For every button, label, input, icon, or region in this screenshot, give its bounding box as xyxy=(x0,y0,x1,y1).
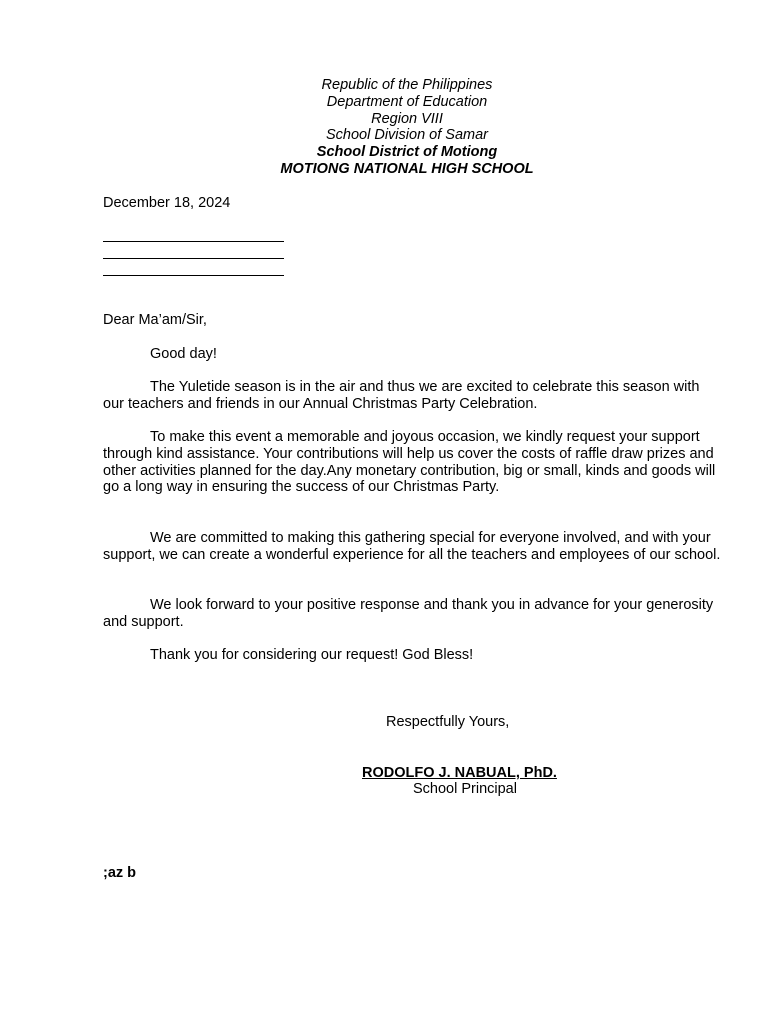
letterhead xyxy=(0,77,768,178)
salutation: Dear Ma’am/Sir, xyxy=(103,312,207,328)
paragraph-4-text: We look forward to your positive response and thank you in advance for your generosity and support. xyxy=(103,597,714,630)
letterhead-division: School Division of Samar xyxy=(326,127,488,144)
recipient-line-3 xyxy=(103,275,284,276)
footer-note: ;az b xyxy=(103,865,137,881)
paragraph-2 xyxy=(103,429,723,496)
letter-date: December 18, 2024 xyxy=(103,195,231,211)
recipient-line-2 xyxy=(103,258,284,259)
letterhead-country: Republic of the Philippines xyxy=(321,77,493,93)
signatory-title: School Principal xyxy=(413,781,517,797)
letterhead-department: Department of Education xyxy=(326,93,488,110)
paragraph-4 xyxy=(103,597,723,631)
paragraph-3-text: We are committed to making this gathering special for everyone involved, and with your support, we can create a wonderful experience for all the teachers and employees of our school. xyxy=(103,530,721,563)
letterhead-district: School District of Motiong xyxy=(316,144,498,161)
paragraph-2-text: To make this event a memorable and joyous occasion, we kindly request your support through kind assistance. Your contributions will help us cover the costs of raffle draw prizes and other activities planned for the day.Any monetary contribution, big or small, kinds and goods will go a long way in ensuring the success of our Christmas Party. xyxy=(103,429,716,496)
closing-phrase: Respectfully Yours, xyxy=(386,714,510,730)
recipient-line-1 xyxy=(103,241,284,242)
letterhead-school: MOTIONG NATIONAL HIGH SCHOOL xyxy=(280,160,534,177)
paragraph-1-text: The Yuletide season is in the air and thus we are excited to celebrate this season with our teachers and friends in our Annual Christmas Party Celebration. xyxy=(103,379,700,412)
signatory-name: RODOLFO J. NABUAL, PhD. xyxy=(362,765,557,781)
greeting: Good day! xyxy=(150,346,217,362)
paragraph-3 xyxy=(103,530,723,564)
letterhead-region: Region VIII xyxy=(371,110,443,127)
closing-thanks: Thank you for considering our request! God Bless! xyxy=(150,647,474,663)
paragraph-1 xyxy=(103,379,723,413)
